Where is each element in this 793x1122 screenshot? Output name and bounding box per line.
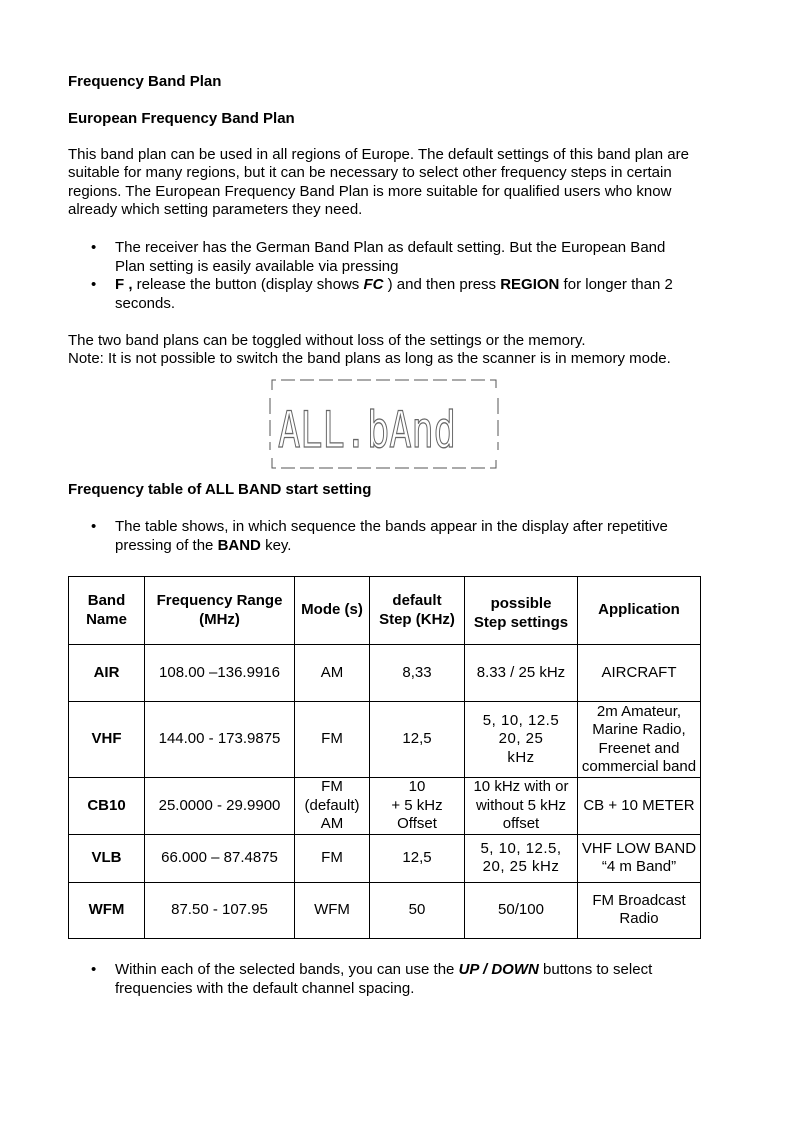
cell-mode: FM (default) AM: [295, 778, 370, 835]
cell-possible-steps: 5, 10, 12.5 20, 25 kHz: [465, 702, 578, 778]
table-row: [69, 702, 701, 778]
bullet-line: frequencies with the default channel spacing.: [115, 979, 415, 997]
intro-line: This band plan can be used in all regions of Europe. The default settings of this band plan are: [68, 146, 689, 163]
bullet-text: for longer than 2: [559, 276, 673, 293]
bullet-icon: •: [91, 961, 97, 978]
instruction-list: [68, 239, 733, 313]
list-item: [68, 518, 733, 555]
bullet-text: ) and then press: [383, 276, 501, 293]
cell-frequency-range: 108.00 –136.9916: [145, 645, 295, 702]
bullet-line: [115, 276, 733, 295]
lcd-display-image: [268, 378, 500, 470]
table-row: [69, 778, 701, 835]
header-default-step: default Step (KHz): [370, 577, 465, 645]
frequency-table-wrap: [68, 576, 701, 939]
list-item: [68, 276, 733, 313]
intro-line: already which setting parameters they need.: [68, 200, 363, 218]
table-row: [69, 882, 701, 938]
intro-line: regions. The European Frequency Band Plan is more suitable for qualified users who know: [68, 182, 672, 200]
cell-default-step: 12,5: [370, 834, 465, 882]
bullet-text: key.: [260, 536, 292, 554]
cell-default-step: 8,33: [370, 645, 465, 702]
list-item: [68, 961, 733, 998]
bullet-text: release the button (display shows: [132, 276, 364, 293]
cell-mode: AM: [295, 645, 370, 702]
bullet-line: The receiver has the German Band Plan as default setting. But the European Band: [115, 239, 666, 256]
bullet-line: [115, 537, 733, 556]
intro-paragraph: [68, 146, 733, 219]
header-application: Application: [578, 577, 701, 645]
cell-band-name: VLB: [69, 834, 145, 882]
cell-band-name: WFM: [69, 882, 145, 938]
bullet-text: pressing of the: [115, 536, 218, 554]
page-title: Frequency Band Plan: [68, 73, 222, 90]
bullet-icon: •: [91, 276, 97, 293]
frequency-table: [68, 576, 701, 939]
bullet-icon: •: [91, 518, 97, 535]
cell-application: VHF LOW BAND “4 m Band”: [578, 834, 701, 882]
cell-mode: FM: [295, 702, 370, 778]
f-key: F ,: [115, 276, 133, 293]
bullet-text: Within each of the selected bands, you can use the: [115, 961, 459, 978]
cell-band-name: VHF: [69, 702, 145, 778]
cell-frequency-range: 66.000 – 87.4875: [145, 834, 295, 882]
updown-note-list: [68, 961, 733, 998]
note-line: The two band plans can be toggled without loss of the settings or the memory.: [68, 332, 586, 349]
cell-frequency-range: 144.00 - 173.9875: [145, 702, 295, 778]
cell-possible-steps: 10 kHz with or without 5 kHz offset: [465, 778, 578, 835]
cell-application: AIRCRAFT: [578, 645, 701, 702]
table-header-row: [69, 577, 701, 645]
header-frequency-range: Frequency Range (MHz): [145, 577, 295, 645]
bullet-line: Plan setting is easily available via pressing: [115, 257, 399, 275]
list-item: [68, 239, 733, 276]
cell-possible-steps: 8.33 / 25 kHz: [465, 645, 578, 702]
cell-band-name: CB10: [69, 778, 145, 835]
table-row: [69, 645, 701, 702]
cell-application: CB + 10 METER: [578, 778, 701, 835]
header-mode: Mode (s): [295, 577, 370, 645]
cell-possible-steps: 50/100: [465, 882, 578, 938]
lcd-text: ALL.bAnd: [278, 401, 456, 459]
cell-band-name: AIR: [69, 645, 145, 702]
cell-mode: FM: [295, 834, 370, 882]
bullet-line: seconds.: [115, 294, 176, 312]
header-band-name: Band Name: [69, 577, 145, 645]
cell-application: 2m Amateur, Marine Radio, Freenet and commercial band: [578, 702, 701, 778]
cell-default-step: 12,5: [370, 702, 465, 778]
cell-mode: WFM: [295, 882, 370, 938]
cell-default-step: 50: [370, 882, 465, 938]
cell-frequency-range: 87.50 - 107.95: [145, 882, 295, 938]
cell-default-step: 10 + 5 kHz Offset: [370, 778, 465, 835]
updown-keys: UP / DOWN: [458, 961, 539, 978]
note-line: Note: It is not possible to switch the band plans as long as the scanner is in memory mode.: [68, 350, 671, 368]
bullet-line: The table shows, in which sequence the bands appear in the display after repetitive: [115, 518, 668, 535]
table-note-list: [68, 518, 733, 555]
bullet-line: [115, 961, 733, 980]
lcd-display-frame: [268, 378, 500, 470]
intro-line: suitable for many regions, but it can be necessary to select other frequency steps in certain: [68, 164, 672, 182]
bullet-icon: •: [91, 239, 97, 256]
header-possible-steps: possible Step settings: [465, 577, 578, 645]
section-title: European Frequency Band Plan: [68, 110, 295, 127]
cell-possible-steps: 5, 10, 12.5, 20, 25 kHz: [465, 834, 578, 882]
region-key: REGION: [500, 276, 560, 293]
toggle-note: [68, 332, 733, 369]
table-title: Frequency table of ALL BAND start setting: [68, 481, 372, 498]
fc-display: FC: [363, 276, 384, 293]
table-row: [69, 834, 701, 882]
band-key: BAND: [217, 536, 261, 554]
bullet-text: buttons to select: [538, 961, 653, 978]
cell-application: FM Broadcast Radio: [578, 882, 701, 938]
cell-frequency-range: 25.0000 - 29.9900: [145, 778, 295, 835]
